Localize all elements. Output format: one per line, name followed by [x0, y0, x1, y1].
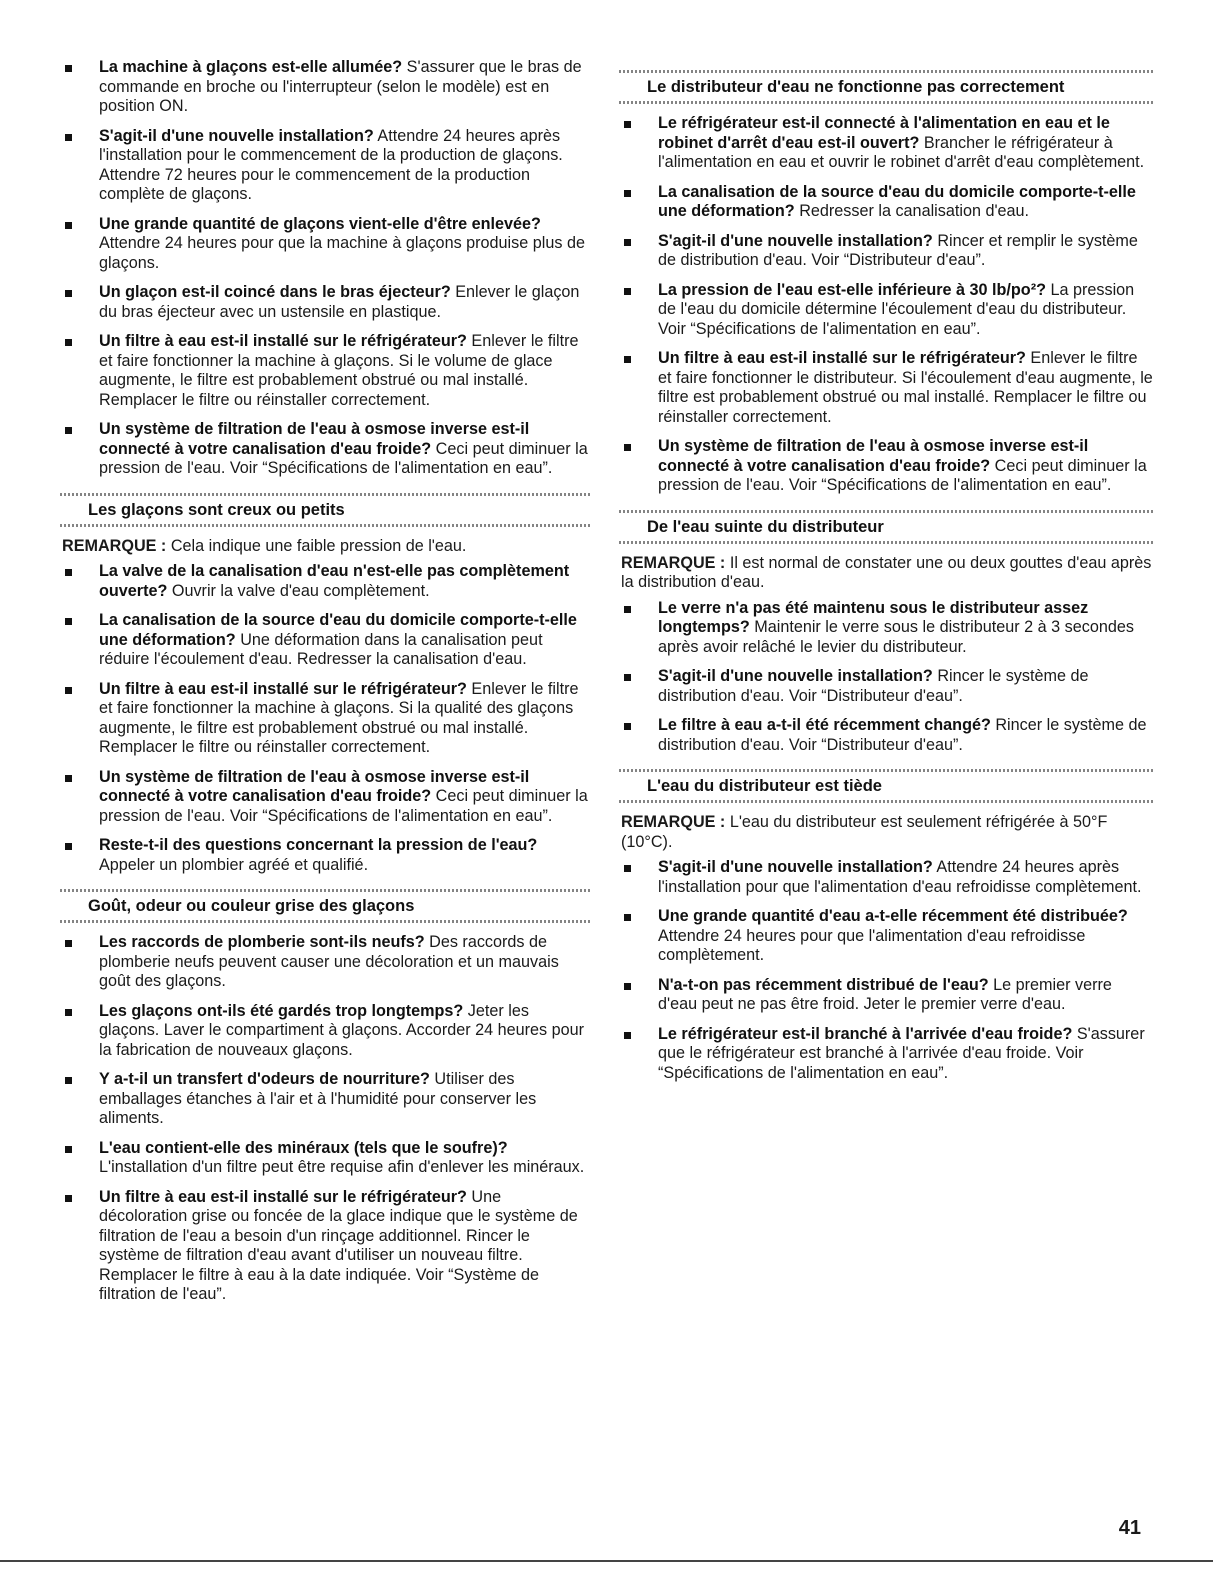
leak-list [621, 599, 1153, 756]
list-item: La canalisation de la source d'eau du domicile comporte-t-elle une déformation? Redresser la canalisation d'eau. [621, 183, 1153, 222]
dispenser-list [621, 114, 1153, 496]
list-item: Un système de filtration de l'eau à osmose inverse est-il connecté à votre canalisation d'eau froide? Ceci peut diminuer la pression de l'eau. Voir “Spécifications de l'alimentation en eau”. [62, 420, 590, 479]
section-heading-leak [621, 510, 1153, 544]
dotted-rule [619, 800, 1155, 803]
list-item: S'agit-il d'une nouvelle installation? Attendre 24 heures après l'installation pour le commencement de la production de glaçons. Attendre 72 heures pour le commencement de la production complète de glaçons. [62, 127, 590, 205]
dotted-rule [619, 510, 1155, 513]
note: REMARQUE : L'eau du distributeur est seulement réfrigérée à 50°F (10°C). [621, 813, 1108, 851]
taste-list [62, 933, 590, 1305]
list-item: Un système de filtration de l'eau à osmose inverse est-il connecté à votre canalisation d'eau froide? Ceci peut diminuer la pression de l'eau. Voir “Spécifications de l'alimentation en eau”. [621, 437, 1153, 496]
dotted-rule [60, 920, 592, 923]
list-item: La machine à glaçons est-elle allumée? S'assurer que le bras de commande en broche ou l'interrupteur (selon le modèle) est en position ON. [62, 58, 590, 117]
dotted-rule [60, 524, 592, 527]
list-item: Les glaçons ont-ils été gardés trop longtemps? Jeter les glaçons. Laver le compartiment à glaçons. Accorder 24 heures pour la fabrication de nouveaux glaçons. [62, 1002, 590, 1061]
page-number: 41 [1118, 1517, 1141, 1539]
list-item: Une grande quantité d'eau a-t-elle récemment été distribuée? Attendre 24 heures pour que l'alimentation d'eau refroidisse complètement. [621, 907, 1153, 966]
list-item: La valve de la canalisation d'eau n'est-elle pas complètement ouverte? Ouvrir la valve d'eau complètement. [62, 562, 590, 601]
list-item: Un filtre à eau est-il installé sur le réfrigérateur? Une décoloration grise ou foncée de la glace indique que le système de filtration de l'eau a besoin d'un rinçage additionnel. Rincer le système de filtration d'eau avant d'utiliser un nouveau filtre. Remplacer le filtre à eau à la date indiquée. Voir “Système de filtration de l'eau”. [62, 1188, 590, 1305]
dotted-rule [619, 70, 1155, 73]
list-item: S'agit-il d'une nouvelle installation? Rincer et remplir le système de distribution d'eau. Voir “Distributeur d'eau”. [621, 232, 1153, 271]
list-item: N'a-t-on pas récemment distribué de l'eau? Le premier verre d'eau peut ne pas être froid. Jeter le premier verre d'eau. [621, 976, 1153, 1015]
list-item: S'agit-il d'une nouvelle installation? Rincer le système de distribution d'eau. Voir “Distributeur d'eau”. [621, 667, 1153, 706]
section-heading-hollow-ice [62, 493, 590, 527]
list-item: L'eau contient-elle des minéraux (tels que le soufre)? L'installation d'un filtre peut être requise afin d'enlever les minéraux. [62, 1139, 590, 1178]
list-item: Le filtre à eau a-t-il été récemment changé? Rincer le système de distribution d'eau. Voir “Distributeur d'eau”. [621, 716, 1153, 755]
note: REMARQUE : Il est normal de constater une ou deux gouttes d'eau après la distribution d'eau. [621, 553, 1152, 591]
dotted-rule [619, 101, 1155, 104]
section-heading-dispenser [621, 70, 1153, 104]
list-item: S'agit-il d'une nouvelle installation? Attendre 24 heures après l'installation pour que l'alimentation d'eau refroidisse complètement. [621, 858, 1153, 897]
bottom-rule [0, 1560, 1213, 1562]
list-item: Un filtre à eau est-il installé sur le réfrigérateur? Enlever le filtre et faire fonctionner le distributeur. Si l'écoulement d'eau augmente, le filtre est probablement obstrué ou mal installé. Remplacer le filtre ou réinstaller correctement. [621, 349, 1153, 427]
dotted-rule [60, 889, 592, 892]
list-item: Un filtre à eau est-il installé sur le réfrigérateur? Enlever le filtre et faire fonctionner la machine à glaçons. Si le volume de glace augmente, le filtre est probablement obstrué ou mal installé. Remplacer le filtre ou réinstaller correctement. [62, 332, 590, 410]
right-column [621, 58, 1153, 1093]
list-item: Un système de filtration de l'eau à osmose inverse est-il connecté à votre canalisation d'eau froide? Ceci peut diminuer la pression de l'eau. Voir “Spécifications de l'alimentation en eau”. [62, 768, 590, 827]
section-title: De l'eau suinte du distributeur [647, 517, 884, 536]
list-item: Un filtre à eau est-il installé sur le réfrigérateur? Enlever le filtre et faire fonctionner la machine à glaçons. Si la qualité des glaçons augmente, le filtre est probablement obstrué ou mal installé. Remplacer le filtre ou réinstaller correctement. [62, 680, 590, 758]
section-heading-warm-water [621, 769, 1153, 803]
dotted-rule [619, 769, 1155, 772]
list-item: Le verre n'a pas été maintenu sous le distributeur assez longtemps? Maintenir le verre sous le distributeur 2 à 3 secondes après avoir relâché le levier du distributeur. [621, 599, 1153, 658]
hollow-ice-list [62, 562, 590, 875]
section-title: L'eau du distributeur est tiède [647, 777, 882, 795]
section-heading-taste [62, 889, 590, 923]
note: REMARQUE : Cela indique une faible pression de l'eau. [62, 536, 467, 555]
list-item: Les raccords de plomberie sont-ils neufs? Des raccords de plomberie neufs peuvent causer une décoloration et un mauvais goût des glaçons. [62, 933, 590, 992]
section-title: Goût, odeur ou couleur grise des glaçons [88, 897, 415, 915]
warm-water-list [621, 858, 1153, 1083]
list-item: Reste-t-il des questions concernant la pression de l'eau? Appeler un plombier agréé et qualifié. [62, 836, 590, 875]
list-item: La canalisation de la source d'eau du domicile comporte-t-elle une déformation? Une déformation dans la canalisation peut réduire l'écoulement d'eau. Redresser la canalisation d'eau. [62, 611, 590, 670]
intro-list [62, 58, 590, 479]
section-title: Les glaçons sont creux ou petits [88, 500, 345, 519]
list-item: Le réfrigérateur est-il connecté à l'alimentation en eau et le robinet d'arrêt d'eau est-il ouvert? Brancher le réfrigérateur à l'alimentation en eau et ouvrir le robinet d'arrêt d'eau complètement. [621, 114, 1153, 173]
left-column [62, 58, 590, 1315]
dotted-rule [60, 493, 592, 496]
list-item: Le réfrigérateur est-il branché à l'arrivée d'eau froide? S'assurer que le réfrigérateur est branché à l'arrivée d'eau froide. Voir “Spécifications de l'alimentation en eau”. [621, 1025, 1153, 1084]
section-title: Le distributeur d'eau ne fonctionne pas correctement [647, 78, 1065, 96]
list-item: Une grande quantité de glaçons vient-elle d'être enlevée? Attendre 24 heures pour que la machine à glaçons produise plus de glaçons. [62, 215, 590, 274]
dotted-rule [619, 541, 1155, 544]
list-item: Y a-t-il un transfert d'odeurs de nourriture? Utiliser des emballages étanches à l'air et à l'humidité pour conserver les aliments. [62, 1070, 590, 1129]
list-item: Un glaçon est-il coincé dans le bras éjecteur? Enlever le glaçon du bras éjecteur avec un ustensile en plastique. [62, 283, 590, 322]
list-item: La pression de l'eau est-elle inférieure à 30 lb/po²? La pression de l'eau du domicile détermine l'écoulement d'eau du distributeur. Voir “Spécifications de l'alimentation en eau”. [621, 281, 1153, 340]
